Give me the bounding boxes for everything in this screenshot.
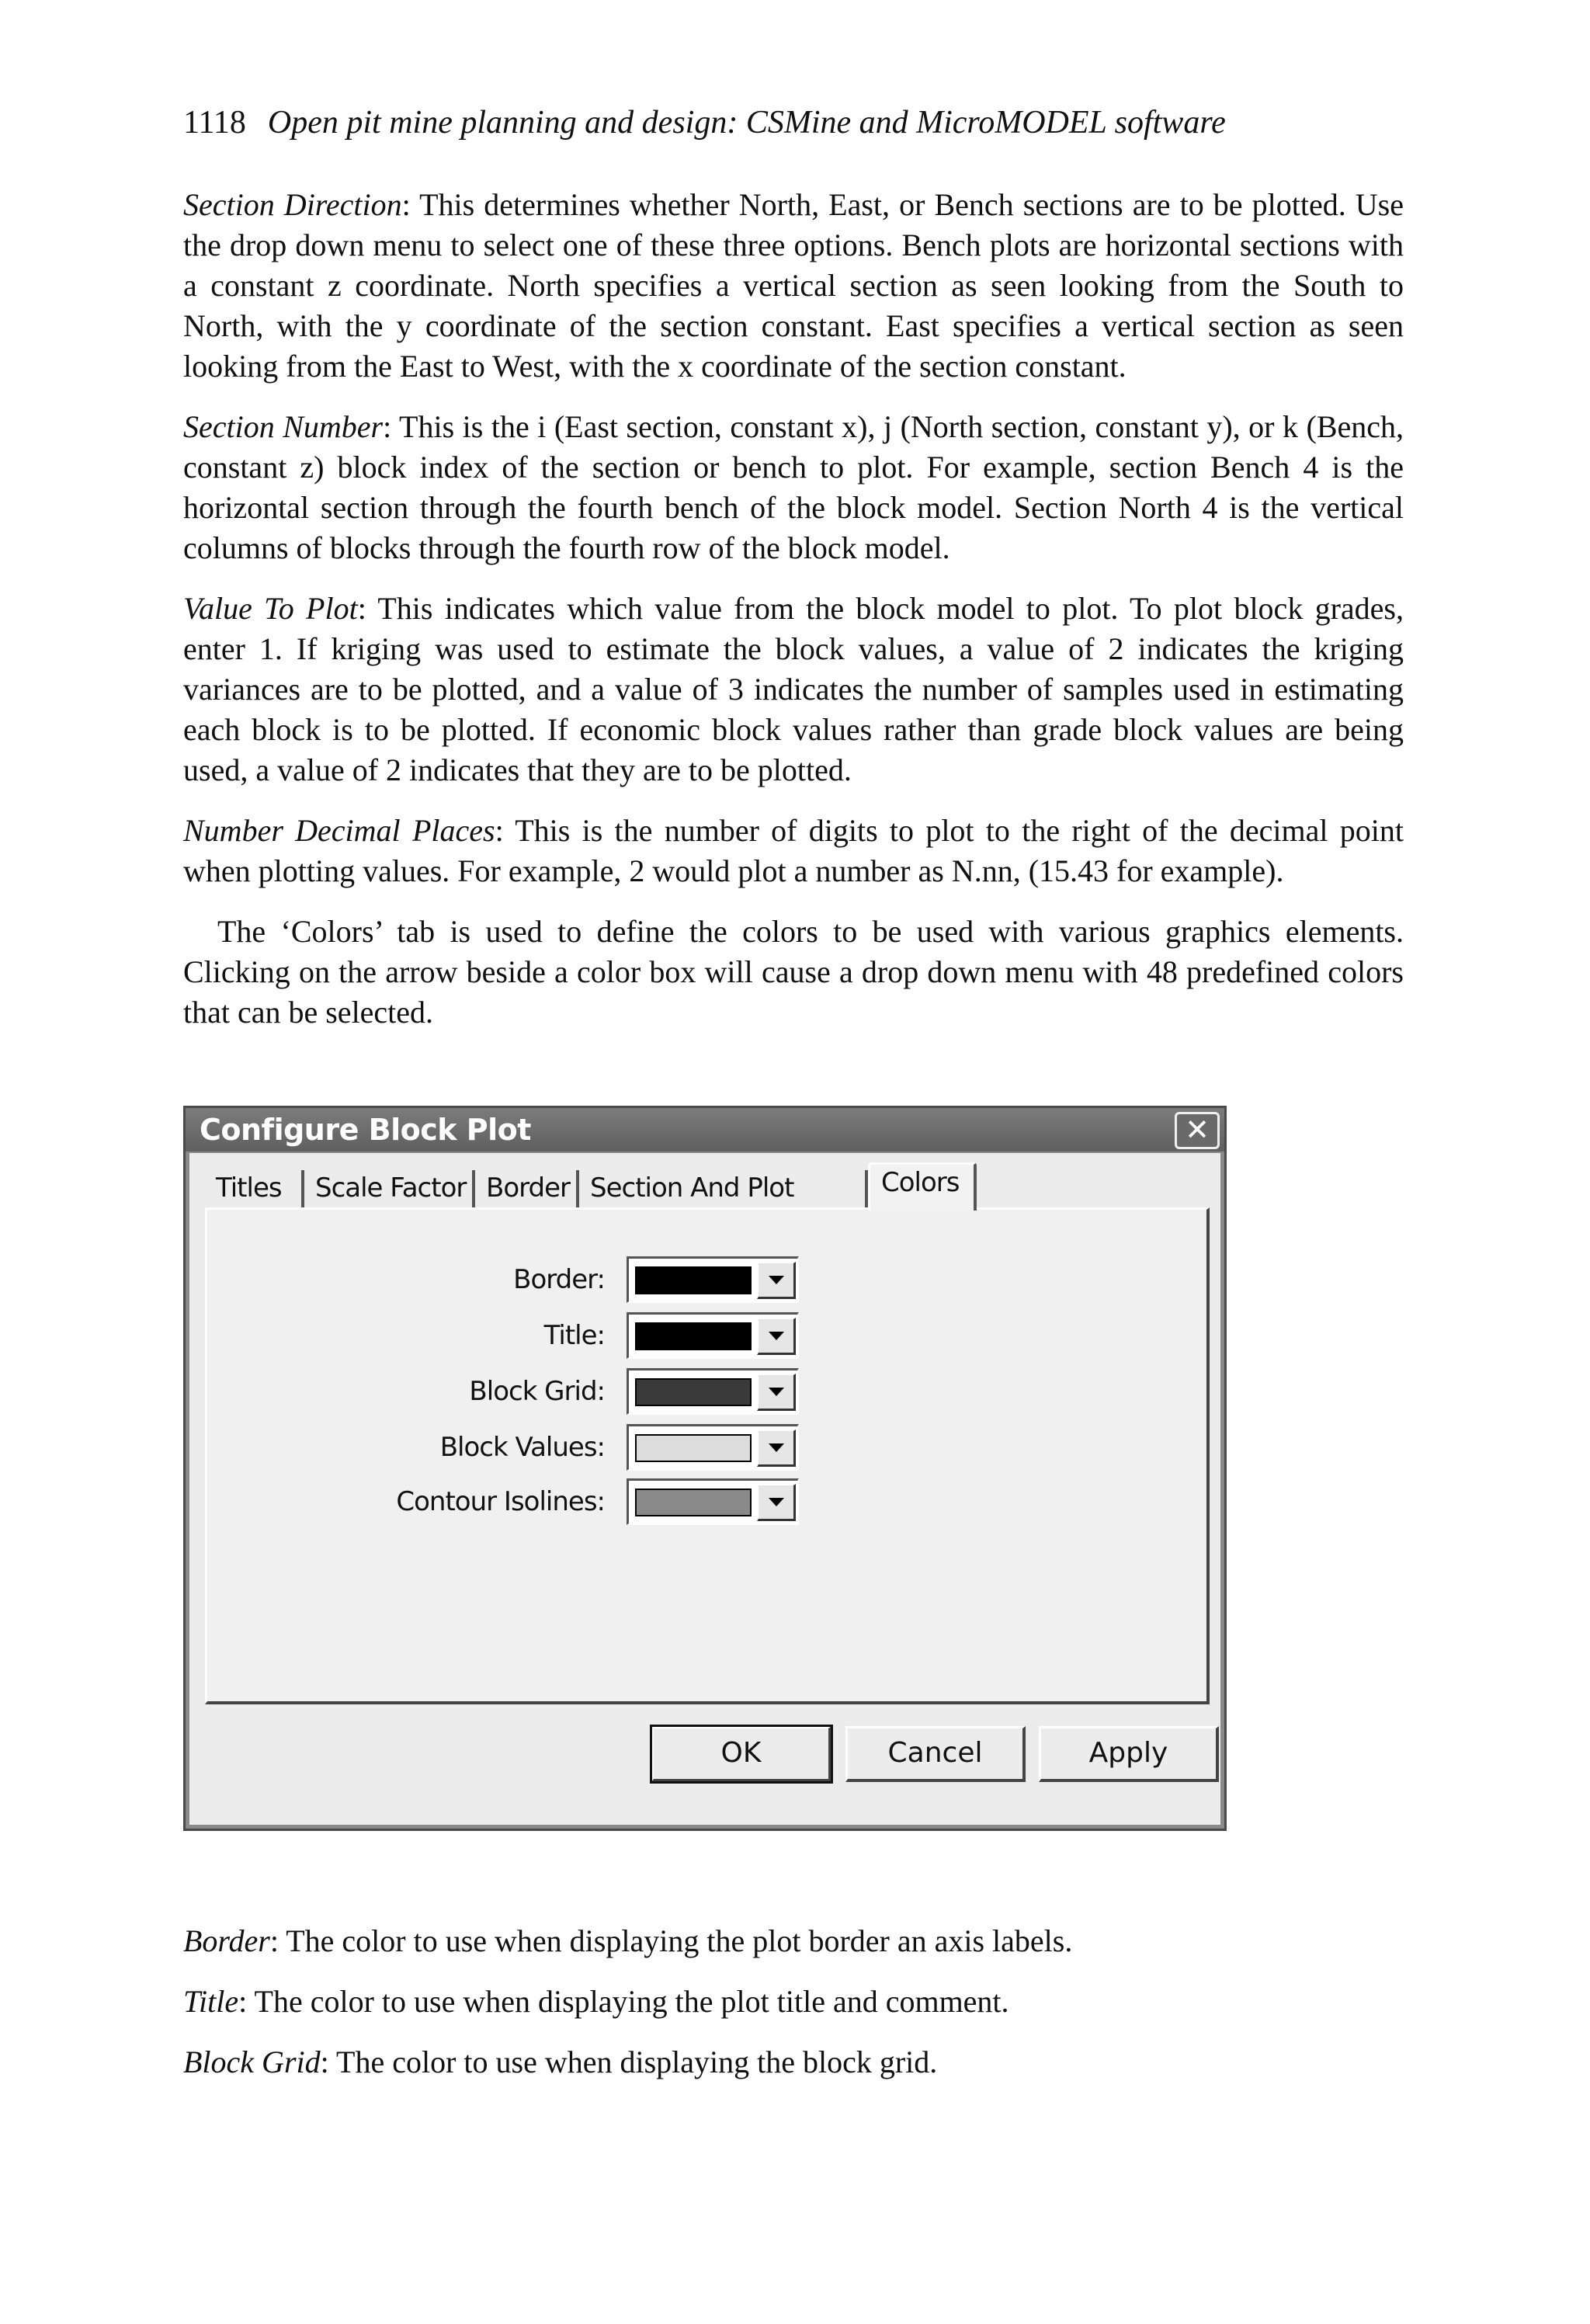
chevron-down-icon[interactable]	[757, 1484, 796, 1521]
tab-colors[interactable]: Colors	[868, 1162, 977, 1211]
block-grid-color-label: Block Grid:	[469, 1376, 605, 1407]
body-text-bottom	[183, 1921, 1404, 2103]
chevron-down-icon[interactable]	[757, 1262, 796, 1299]
paragraph-colors-intro: The ‘Colors’ tab is used to define the colors to be used with various graphics elements. Clicking on the arrow beside a color box will cause a drop down menu with 48 predefined colors that can be selected.	[183, 914, 1404, 1030]
term-label: Border	[183, 1923, 270, 1958]
term-label: Section Direction	[183, 187, 402, 222]
paragraph-section-number	[183, 407, 1404, 568]
apply-button[interactable]: Apply	[1039, 1726, 1219, 1782]
paragraph-title	[183, 1982, 1404, 2022]
configure-block-plot-dialog	[183, 1106, 1227, 1831]
term-description: : This is the i (East section, constant x), j (North section, constant y), or k (Bench, constant z) block index of the section or bench to plot. For example, section Bench 4 is the horizontal section through the fourth bench of the block model. Section North 4 is the vertical columns of blocks through the fourth row of the block model.	[183, 409, 1404, 565]
chevron-down-icon[interactable]	[757, 1374, 796, 1411]
contour-isolines-color-select[interactable]	[627, 1478, 799, 1525]
border-color-select[interactable]	[627, 1256, 799, 1303]
page-number: 1118	[183, 105, 246, 141]
term-description: : This determines whether North, East, or Bench sections are to be plotted. Use the drop down menu to select one of these three options. Bench plots are horizontal sections with a constant z coordinate. North specifies a vertical section as seen looking from the South to North, with the y coordinate of the section constant. East specifies a vertical section as seen looking from the East to West, with the x coordinate of the section constant.	[183, 187, 1404, 384]
term-label: Number Decimal Places	[183, 813, 495, 848]
paragraph-block-grid	[183, 2042, 1404, 2083]
term-label: Title	[183, 1984, 239, 2019]
term-label: Section Number	[183, 409, 384, 444]
block-grid-color-swatch	[635, 1378, 752, 1406]
color-row-contour-isolines	[207, 1478, 1206, 1525]
running-title: Open pit mine planning and design: CSMine and MicroMODEL software	[267, 105, 1226, 141]
paragraph-number-decimal-places	[183, 811, 1404, 891]
term-description: : The color to use when displaying the block grid.	[320, 2044, 938, 2079]
color-row-title	[207, 1312, 1206, 1359]
tab-border[interactable]: Border	[475, 1170, 579, 1207]
dialog-titlebar[interactable]	[186, 1108, 1224, 1152]
title-color-select[interactable]	[627, 1312, 799, 1359]
term-label: Block Grid	[183, 2044, 321, 2079]
border-color-swatch	[635, 1266, 752, 1294]
term-description: : The color to use when displaying the plot border an axis labels.	[269, 1923, 1073, 1958]
ok-button[interactable]: OK	[651, 1726, 831, 1782]
body-text-top	[183, 185, 1404, 1053]
term-description: : This indicates which value from the block model to plot. To plot block grades, enter 1. If kriging was used to estimate the block values, a value of 2 indicates the kriging variances are to be plotted, and a value of 3 indicates the number of samples used in estimating each block is to be plotted. If economic block values rather than grade block values are being used, a value of 2 indicates that they are to be plotted.	[183, 591, 1404, 787]
color-row-block-grid	[207, 1368, 1206, 1415]
running-header	[183, 104, 1226, 141]
chevron-down-icon[interactable]	[757, 1429, 796, 1467]
contour-isolines-color-label: Contour Isolines:	[396, 1486, 605, 1517]
cancel-button[interactable]: Cancel	[845, 1726, 1026, 1782]
close-icon: ✕	[1185, 1113, 1210, 1147]
tab-section-and-plot-value[interactable]: Section And Plot	[579, 1170, 868, 1207]
term-description: : The color to use when displaying the plot title and comment.	[238, 1984, 1009, 2019]
colors-tab-panel	[205, 1207, 1210, 1704]
paragraph-border	[183, 1921, 1404, 1961]
title-color-swatch	[635, 1322, 752, 1350]
tab-titles[interactable]: Titles	[205, 1170, 304, 1207]
block-values-color-select[interactable]	[627, 1424, 799, 1471]
border-color-label: Border:	[513, 1264, 605, 1295]
dialog-title: Configure Block Plot	[200, 1113, 531, 1147]
color-row-block-values	[207, 1424, 1206, 1471]
title-color-label: Title:	[543, 1320, 605, 1351]
block-values-color-label: Block Values:	[439, 1432, 605, 1463]
term-label: Value To Plot	[183, 591, 358, 626]
term-description: : This is the number of digits to plot to the right of the decimal point when plotting values. For example, 2 would plot a number as N.nn, (15.43 for example).	[183, 813, 1404, 888]
color-row-border	[207, 1256, 1206, 1303]
block-grid-color-select[interactable]	[627, 1368, 799, 1415]
close-button[interactable]	[1175, 1112, 1220, 1149]
contour-isolines-color-swatch	[635, 1489, 752, 1516]
tab-scale-factor[interactable]: Scale Factor	[304, 1170, 475, 1207]
block-values-color-swatch	[635, 1434, 752, 1462]
dialog-client-area	[189, 1153, 1220, 1825]
paragraph-section-direction	[183, 185, 1404, 387]
paragraph-value-to-plot	[183, 589, 1404, 790]
chevron-down-icon[interactable]	[757, 1318, 796, 1355]
